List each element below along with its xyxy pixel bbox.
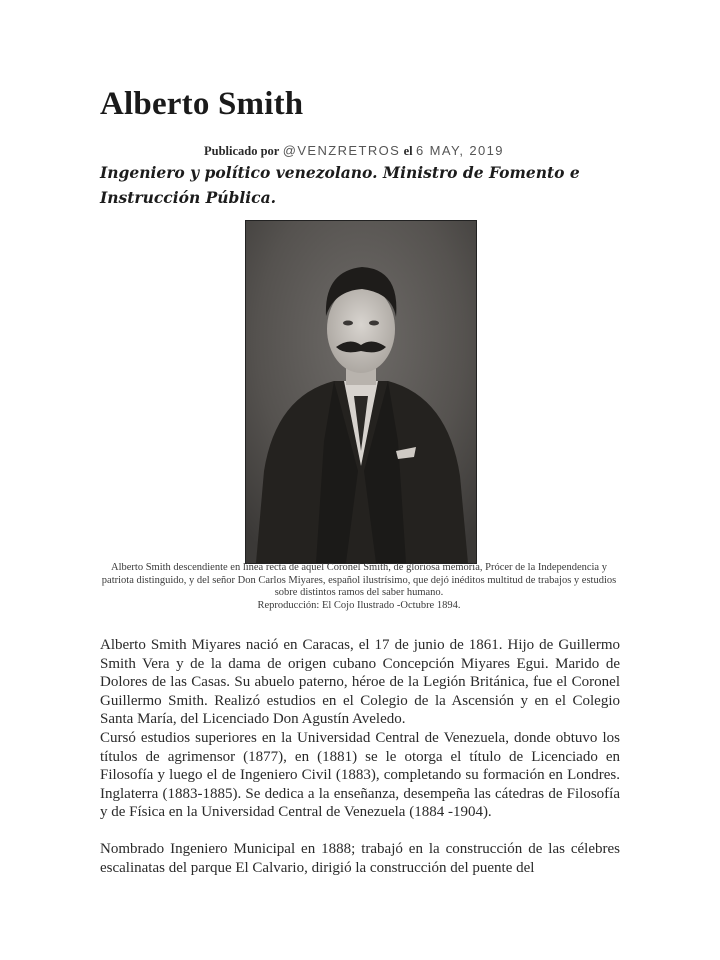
author-link[interactable]: @VENZRETROS [282,143,401,158]
photo-caption [100,562,618,612]
on-label: el [403,144,413,158]
paragraph: Alberto Smith Miyares nació en Caracas, el 17 de junio de 1861. Hijo de Guillermo Smith Vera y de la dama de origen cubano Concepción Miyares Egui. Marido de Dolores de las Casas. Su abuelo paterno, héroe de la Legión Británica, fue el Coronel Guillermo Smith. Realizó estudios en el Colegio de la Ascensión y en el Colegio Santa María, del Licenciado Don Agustín Aveledo. [100,637,620,728]
paragraph: Nombrado Ingeniero Municipal en 1888; trabajó en la construcción de las célebres escalinatas del parque El Calvario, dirigió la construcción del puente del [100,840,620,876]
photo-caption-text: Alberto Smith descendiente en línea recta de aquel Coronel Smith, de gloriosa memoria, Prócer de la Independencia y patriota distinguido, y del señor Don Carlos Miyares, español ilustrísimo, que dejó inéditos multitud de trabajos y estudios sobre distintos ramos del saber humano. [101,562,617,598]
portrait-photo [245,220,477,564]
published-by-label: Publicado por [204,144,280,158]
photo-caption-source: Reproducción: El Cojo Ilustrado -Octubre 1894. [257,599,461,611]
article-title: Alberto Smith [100,86,304,122]
publish-date: 6 MAY, 2019 [415,143,504,158]
article-subtitle: Ingeniero y político venezolano. Ministro de Fomento e Instrucción Pública. [100,163,580,207]
byline [204,143,504,159]
article-body [100,636,620,877]
paragraph: Cursó estudios superiores en la Universidad Central de Venezuela, donde obtuvo los títulos de agrimensor (1877), en (1881) se le otorga el título de Licenciado en Filosofía y luego el de Ingeniero Civil (1883), completando su formación en Londres. Inglaterra (1883-1885). Se dedica a la enseñanza, desempeña las cátedras de Filosofía y de Física en la Universidad Central de Venezuela (1884 -1904). [100,729,620,821]
eye-left [343,321,353,326]
eye-right [369,321,379,326]
